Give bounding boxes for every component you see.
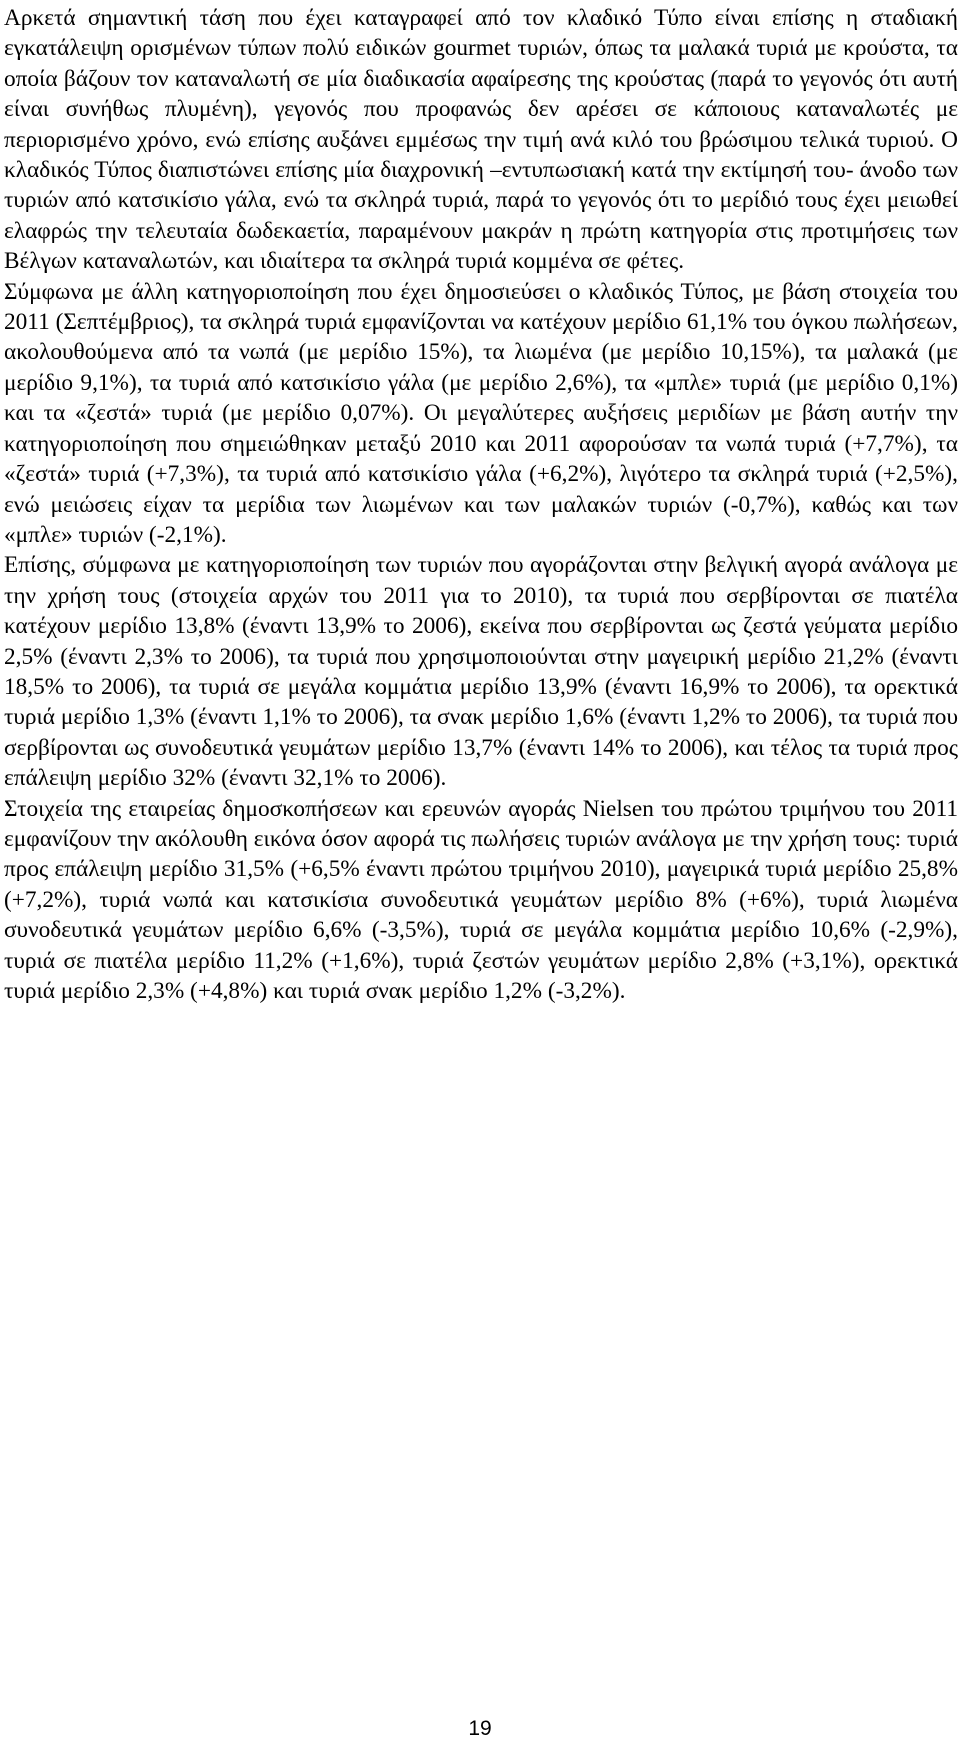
- page-number: 19: [468, 1717, 492, 1740]
- paragraph-category-shares: Σύμφωνα με άλλη κατηγοριοποίηση που έχει δημοσιεύσει ο κλαδικός Τύπος, με βάση στοιχεία του 2011 (Σεπτέμβριος), τα σκληρά τυριά εμφανίζονται να κατέχουν μερίδιο 61,1% του όγκου πωλήσεων, ακολουθούμενα από τα νωπά (με μερίδιο 15%), τα λιωμένα (με μερίδιο 10,15%), τα μαλακά (με μερίδιο 9,1%), τα τυριά από κατσικίσιο γάλα (με μερίδιο 2,6%), τα «μπλε» τυριά (με μερίδιο 0,1%) και τα «ζεστά» τυριά (με μερίδιο 0,07%). Οι μεγαλύτερες αυξήσεις μεριδίων με βάση αυτήν την κατηγοριοποίηση που σημειώθηκαν μεταξύ 2010 και 2011 αφορούσαν τα νωπά τυριά (+7,7%), τα «ζεστά» τυριά (+7,3%), τα τυριά από κατσικίσιο γάλα (+6,2%), λιγότερο τα σκληρά τυριά (+2,5%), ενώ μειώσεις είχαν τα μερίδια των λιωμένων και των μαλακών τυριών (-0,7%), καθώς και των «μπλε» τυριών (-2,1%).: [4, 278, 958, 548]
- paragraph-usage-shares: Επίσης, σύμφωνα με κατηγοριοποίηση των τυριών που αγοράζονται στην βελγική αγορά ανάλογα με την χρήση τους (στοιχεία αρχών του 2011 για το 2010), τα τυριά που σερβίρονται σε πιατέλα κατέχουν μερίδιο 13,8% (έναντι 13,9% το 2006), εκείνα που σερβίρονται ως ζεστά γεύματα μερίδιο 2,5% (έναντι 2,3% το 2006), τα τυριά που χρησιμοποιούνται στην μαγειρική μερίδιο 21,2% (έναντι 18,5% το 2006), τα τυριά σε μεγάλα κομμάτια μερίδιο 13,9% (έναντι 16,9% το 2006), τα ορεκτικά τυριά μερίδιο 1,3% (έναντι 1,1% το 2006), τα σνακ μερίδιο 1,6% (έναντι 1,2% το 2006), τα τυριά που σερβίρονται ως συνοδευτικά γευμάτων μερίδιο 13,7% (έναντι 14% το 2006), και τέλος τα τυριά προς επάλειψη μερίδιο 32% (έναντι 32,1% το 2006).: [4, 552, 958, 792]
- paragraph-nielsen-data: Στοιχεία της εταιρείας δημοσκοπήσεων και ερευνών αγοράς Nielsen του πρώτου τριμήνου του 2011 εμφανίζουν την ακόλουθη εικόνα όσον αφορά τις πωλήσεις τυριών ανάλογα με την χρήση τους: τυριά προς επάλειψη μερίδιο 31,5% (+6,5% έναντι πρώτου τριμήνου 2010), μαγειρικά τυριά μερίδιο 25,8% (+7,2%), τυριά νωπά και κατσικίσια συνοδευτικά γευμάτων μερίδιο 8% (+6%), τυριά λιωμένα συνοδευτικά γευμάτων μερίδιο 6,6% (-3,5%), τυριά σε μεγάλα κομμάτια μερίδιο 10,6% (-2,9%), τυριά σε πιατέλα μερίδιο 11,2% (+1,6%), τυριά ζεστών γευμάτων μερίδιο 2,8% (+3,1%), ορεκτικά τυριά μερίδιο 2,3% (+4,8%) και τυριά σνακ μερίδιο 1,2% (-3,2%).: [4, 795, 958, 1004]
- body-text: [4, 3, 958, 1006]
- paragraph-trends: Αρκετά σημαντική τάση που έχει καταγραφεί από τον κλαδικό Τύπο είναι επίσης η σταδιακή εγκατάλειψη ορισμένων τύπων πολύ ειδικών gourmet τυριών, όπως τα μαλακά τυριά με κρούστα, τα οποία βάζουν τον καταναλωτή σε μία διαδικασία αφαίρεσης της κρούστας (παρά το γεγονός ότι αυτή είναι συνήθως πλυμένη), γεγονός που προφανώς δεν αρέσει σε κάποιους καταναλωτές με περιορισμένο χρόνο, ενώ επίσης αυξάνει εμμέσως την τιμή ανά κιλό του βρώσιμου τελικά τυριού. Ο κλαδικός Τύπος διαπιστώνει επίσης μία διαχρονική –εντυπωσιακή κατά την εκτίμησή του- άνοδο των τυριών από κατσικίσιο γάλα, ενώ τα σκληρά τυριά, παρά το γεγονός ότι το μερίδιό τους έχει μειωθεί ελαφρώς την τελευταία δωδεκαετία, παραμένουν μακράν η πρώτη κατηγορία στις προτιμήσεις των Βέλγων καταναλωτών, και ιδιαίτερα τα σκληρά τυριά κομμένα σε φέτες.: [4, 5, 958, 275]
